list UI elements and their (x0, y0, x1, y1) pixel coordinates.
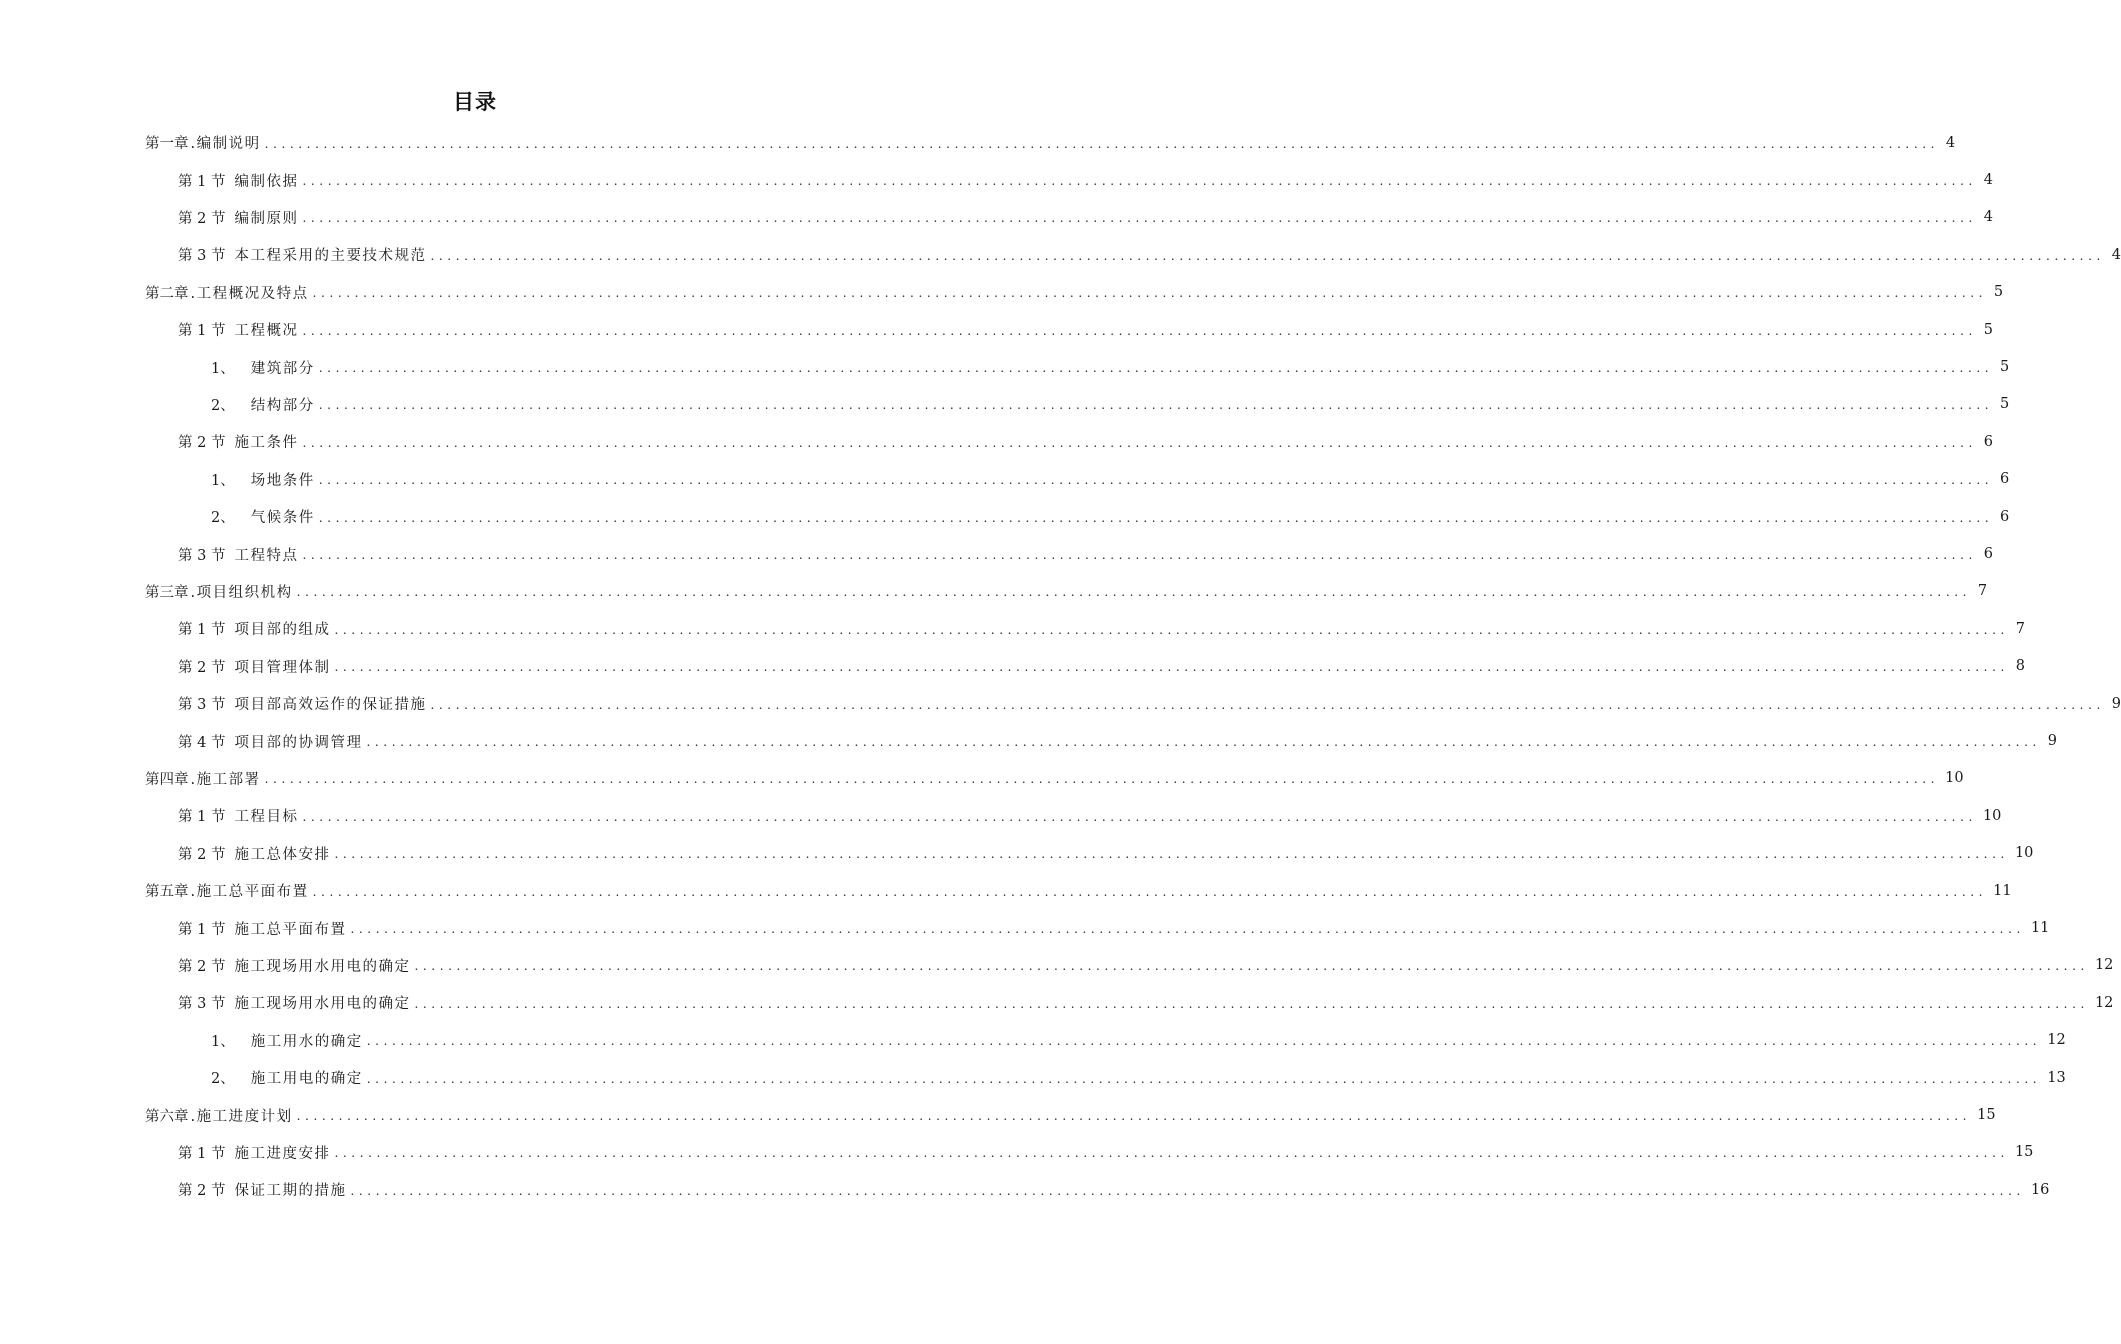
toc-entry-prefix: 1、 (211, 1033, 235, 1050)
toc-entry-text: .工程概况及特点 (190, 285, 309, 302)
toc-dot-leader: ....................................................................................................................................................................................................... (318, 361, 1994, 376)
toc-section-entry[interactable] (178, 311, 1993, 348)
toc-entry-text: 项目部的协调管理 (234, 734, 363, 751)
toc-dot-leader: ....................................................................................................................................................................................................... (318, 473, 1994, 488)
toc-page-number: 10 (1945, 770, 1964, 787)
toc-entry-label (211, 1030, 363, 1051)
toc-section-entry[interactable] (178, 984, 2114, 1021)
toc-page-number: 8 (2015, 658, 2025, 675)
toc-subsection-entry[interactable] (211, 461, 2010, 498)
toc-entry-prefix: 第 2 节 (178, 659, 226, 676)
toc-entry-text: 工程特点 (234, 547, 299, 564)
toc-dot-leader: ....................................................................................................................................................................................................... (302, 323, 1977, 338)
toc-section-entry[interactable] (178, 236, 2121, 273)
toc-section-entry[interactable] (178, 1171, 2050, 1208)
toc-page-number: 12 (2094, 994, 2114, 1011)
toc-section-entry[interactable] (178, 947, 2114, 984)
toc-entry-prefix: 第 1 节 (178, 173, 226, 190)
toc-page-number: 7 (1977, 583, 1988, 600)
toc-entry-text: 场地条件 (250, 472, 315, 489)
toc-entry-prefix: 第三章 (145, 584, 189, 601)
toc-entry-prefix: 第 1 节 (178, 1145, 226, 1162)
toc-page-number: 10 (1982, 807, 2002, 824)
toc-section-entry[interactable] (178, 199, 1993, 236)
toc-entry-text: 施工总体安排 (234, 846, 331, 863)
toc-entry-label (178, 805, 298, 826)
toc-entry-prefix: 第 3 节 (178, 547, 226, 564)
toc-entry-prefix: 第 2 节 (178, 210, 226, 227)
toc-section-entry[interactable] (178, 685, 2121, 722)
toc-entry-text: 施工现场用水用电的确定 (234, 958, 411, 975)
toc-entry-text: 本工程采用的主要技术规范 (234, 248, 427, 265)
toc-section-entry[interactable] (178, 835, 2034, 872)
toc-dot-leader: ....................................................................................................................................................................................................... (302, 211, 1977, 226)
toc-section-entry[interactable] (178, 722, 2057, 759)
toc-page-number: 9 (2111, 695, 2121, 712)
toc-dot-leader: ....................................................................................................................................................................................................... (312, 884, 1988, 899)
toc-section-entry[interactable] (178, 535, 1993, 572)
toc-page-number: 6 (1999, 471, 2010, 488)
toc-page-number: 12 (2094, 957, 2114, 974)
toc-entry-text: .施工进度计划 (190, 1108, 293, 1125)
toc-entry-label (178, 207, 298, 228)
toc-dot-leader: ....................................................................................................................................................................................................... (302, 809, 1977, 824)
toc-entry-text: 结构部分 (250, 397, 315, 414)
toc-entry-prefix: 1、 (211, 360, 235, 377)
toc-dot-leader: ....................................................................................................................................................................................................... (350, 922, 2025, 937)
toc-entry-prefix: 第 3 节 (178, 248, 226, 265)
toc-entry-label (178, 431, 298, 452)
toc-entry-text: 工程目标 (234, 809, 299, 826)
toc-dot-leader: ....................................................................................................................................................................................................... (264, 136, 1940, 151)
toc-page-number: 6 (1999, 508, 2010, 525)
toc-subsection-entry[interactable] (211, 498, 2010, 535)
toc-page-number: 4 (1983, 172, 1993, 189)
toc-section-entry[interactable] (178, 610, 2025, 647)
toc-subsection-entry[interactable] (211, 1022, 2066, 1059)
toc-page-number: 5 (1999, 396, 2010, 413)
toc-entry-prefix: 第 2 节 (178, 846, 226, 863)
toc-page-number: 15 (2014, 1144, 2034, 1161)
toc-dot-leader: ....................................................................................................................................................................................................... (264, 772, 1940, 787)
toc-section-entry[interactable] (178, 161, 1993, 198)
toc-entry-label (178, 992, 410, 1013)
toc-chapter-entry[interactable] (145, 760, 1964, 797)
toc-page-number: 5 (1993, 284, 2004, 301)
toc-page-number: 13 (2047, 1069, 2066, 1086)
toc-dot-leader: ....................................................................................................................................................................................................... (296, 585, 1972, 600)
toc-entry-label (178, 731, 362, 752)
toc-section-entry[interactable] (178, 648, 2025, 685)
toc-title: 目录 (453, 90, 497, 114)
toc-chapter-entry[interactable] (145, 872, 2012, 909)
toc-entry-prefix: 第 1 节 (178, 921, 226, 938)
toc-entry-text: 编制依据 (234, 173, 299, 190)
toc-entry-label (145, 1105, 293, 1126)
toc-section-entry[interactable] (178, 1134, 2034, 1171)
toc-entry-prefix: 1、 (211, 472, 235, 489)
toc-entry-text: 施工用电的确定 (250, 1071, 363, 1088)
toc-subsection-entry[interactable] (211, 1059, 2066, 1096)
toc-entry-label (211, 394, 315, 415)
toc-entry-label (178, 656, 330, 677)
toc-entry-prefix: 第 3 节 (178, 996, 226, 1013)
toc-entry-label (178, 319, 298, 340)
toc-page-number: 9 (2047, 733, 2057, 750)
toc-entry-prefix: 第六章 (145, 1108, 189, 1125)
toc-page-number: 16 (2030, 1181, 2050, 1198)
toc-entry-label (178, 918, 346, 939)
toc-entry-text: 工程概况 (234, 323, 299, 340)
toc-entry-prefix: 2、 (211, 397, 235, 414)
toc-dot-leader: ....................................................................................................................................................................................................... (312, 286, 1988, 301)
toc-entry-label (178, 1142, 330, 1163)
toc-dot-leader: ....................................................................................................................................................................................................... (366, 1071, 2042, 1086)
toc-entry-text: 项目部的组成 (234, 622, 331, 639)
toc-entry-label (145, 132, 261, 153)
toc-entry-label (178, 618, 330, 639)
toc-entry-prefix: 第一章 (145, 136, 189, 153)
toc-dot-leader: ....................................................................................................................................................................................................... (318, 510, 1994, 525)
toc-entry-prefix: 第五章 (145, 884, 189, 901)
toc-page-number: 5 (1983, 321, 1993, 338)
toc-entry-label (145, 282, 309, 303)
toc-page-number: 11 (1993, 882, 2012, 899)
toc-entry-text: 施工条件 (234, 435, 299, 452)
toc-entry-prefix: 第 2 节 (178, 958, 226, 975)
toc-entry-prefix: 第 1 节 (178, 323, 226, 340)
toc-entry-text: 施工用水的确定 (250, 1033, 363, 1050)
toc-dot-leader: ....................................................................................................................................................................................................... (334, 660, 2009, 675)
toc-entry-label (178, 843, 330, 864)
toc-entry-label (145, 768, 261, 789)
toc-entry-label (211, 469, 315, 490)
toc-dot-leader: ....................................................................................................................................................................................................... (366, 1034, 2042, 1049)
toc-entry-prefix: 第 4 节 (178, 734, 226, 751)
toc-entry-label (145, 581, 293, 602)
toc-dot-leader: ....................................................................................................................................................................................................... (334, 847, 2009, 862)
toc-entry-prefix: 2、 (211, 510, 235, 527)
toc-dot-leader: ....................................................................................................................................................................................................... (350, 1183, 2025, 1198)
toc-chapter-entry[interactable] (145, 124, 1956, 161)
toc-dot-leader: ....................................................................................................................................................................................................... (366, 735, 2041, 750)
toc-page-number: 10 (2014, 845, 2034, 862)
toc-entry-text: 项目管理体制 (234, 659, 331, 676)
toc-section-entry[interactable] (178, 909, 2050, 946)
toc-entry-label (178, 244, 426, 265)
toc-entry-prefix: 第 2 节 (178, 435, 226, 452)
toc-entry-text: 编制原则 (234, 210, 299, 227)
toc-entry-label (211, 1067, 363, 1088)
toc-dot-leader: ....................................................................................................................................................................................................... (430, 697, 2105, 712)
toc-dot-leader: ....................................................................................................................................................................................................... (302, 435, 1977, 450)
toc-entry-text: 建筑部分 (250, 360, 315, 377)
toc-dot-leader: ....................................................................................................................................................................................................... (302, 548, 1977, 563)
toc-entry-text: 施工现场用水用电的确定 (234, 996, 411, 1013)
toc-page-number: 6 (1983, 433, 1993, 450)
toc-entry-text: 施工进度安排 (234, 1145, 331, 1162)
toc-page-number: 5 (1999, 359, 2010, 376)
toc-entry-prefix: 第 1 节 (178, 622, 226, 639)
toc-entry-text: .施工部署 (190, 771, 261, 788)
toc-entry-label (145, 880, 309, 901)
toc-entry-label (178, 544, 298, 565)
toc-entry-text: .编制说明 (190, 136, 261, 153)
toc-subsection-entry[interactable] (211, 386, 2010, 423)
toc-entry-text: 气候条件 (250, 510, 315, 527)
toc-entry-label (211, 357, 315, 378)
toc-dot-leader: ....................................................................................................................................................................................................... (414, 959, 2089, 974)
toc-entry-label (178, 693, 426, 714)
toc-entry-label (178, 170, 298, 191)
toc-dot-leader: ....................................................................................................................................................................................................... (414, 996, 2089, 1011)
toc-entry-label (178, 1179, 346, 1200)
toc-entry-prefix: 2、 (211, 1071, 235, 1088)
toc-entry-prefix: 第二章 (145, 285, 189, 302)
toc-page-number: 15 (1977, 1107, 1996, 1124)
toc-page-number: 4 (2111, 246, 2121, 263)
toc-section-entry[interactable] (178, 423, 1993, 460)
toc-dot-leader: ....................................................................................................................................................................................................... (334, 1146, 2009, 1161)
toc-entry-text: 保证工期的措施 (234, 1183, 347, 1200)
toc-page-number: 7 (2015, 620, 2025, 637)
toc-chapter-entry[interactable] (145, 274, 2004, 311)
toc-page-number: 6 (1983, 546, 1993, 563)
toc-page-number: 4 (1983, 209, 1993, 226)
toc-subsection-entry[interactable] (211, 348, 2010, 385)
toc-entry-text: .施工总平面布置 (190, 884, 309, 901)
toc-entry-text: 项目部高效运作的保证措施 (234, 697, 427, 714)
toc-entry-label (211, 506, 315, 527)
toc-chapter-entry[interactable] (145, 1096, 1996, 1133)
toc-dot-leader: ....................................................................................................................................................................................................... (318, 398, 1994, 413)
toc-dot-leader: ....................................................................................................................................................................................................... (334, 622, 2009, 637)
toc-page-number: 4 (1945, 134, 1956, 151)
toc-section-entry[interactable] (178, 797, 2002, 834)
toc-entry-prefix: 第四章 (145, 771, 189, 788)
toc-page-number: 12 (2047, 1032, 2066, 1049)
toc-dot-leader: ....................................................................................................................................................................................................... (430, 248, 2105, 263)
toc-entry-prefix: 第 1 节 (178, 809, 226, 826)
toc-entry-prefix: 第 2 节 (178, 1183, 226, 1200)
toc-entry-text: .项目组织机构 (190, 584, 293, 601)
toc-page-number: 11 (2030, 920, 2050, 937)
toc-entry-prefix: 第 3 节 (178, 697, 226, 714)
toc-dot-leader: ....................................................................................................................................................................................................... (296, 1109, 1972, 1124)
toc-dot-leader: ....................................................................................................................................................................................................... (302, 174, 1977, 189)
toc-chapter-entry[interactable] (145, 573, 1988, 610)
toc-entry-text: 施工总平面布置 (234, 921, 347, 938)
toc-entry-label (178, 955, 410, 976)
